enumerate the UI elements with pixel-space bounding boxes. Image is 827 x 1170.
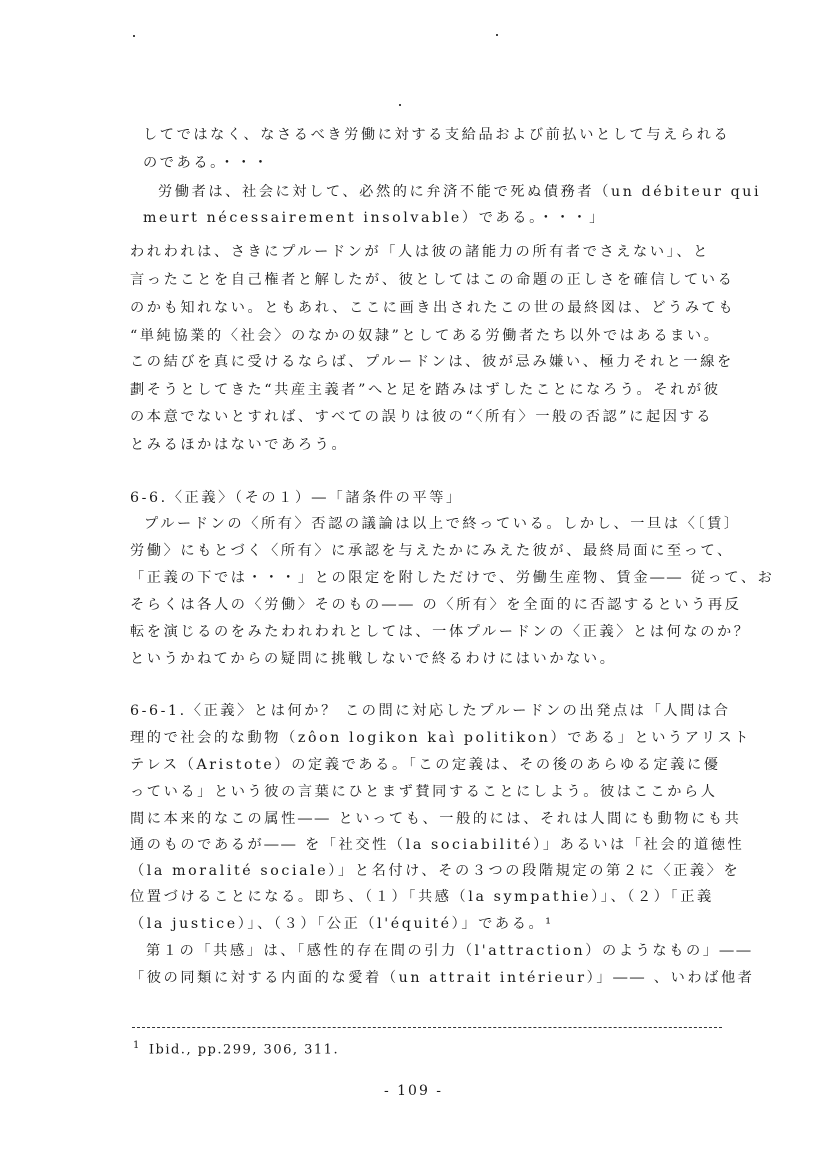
text-line: 「正義の下では・・・」との限定を附しただけで、労働生産物、賃金―― 従って、お (130, 570, 775, 586)
text-line: meurt nécessairement insolvable）である。・・・」 (143, 210, 606, 226)
text-line: テレス（Aristote）の定義である。「この定義は、その後のあらゆる定義に優 (130, 757, 721, 773)
text-line: 位置づけることになる。即ち、（１）「共感（la sympathie）」、（２）「正義 (130, 889, 714, 905)
text-line: （la justice）」、（３）「公正（l'équité）」である。¹ (130, 916, 554, 932)
scan-speck (496, 34, 498, 36)
footnote-divider (132, 1027, 722, 1028)
text-line: 間に本来的なこの属性―― といっても、一般的には、それは人間にも動物にも共 (130, 811, 742, 827)
text-line: 劃そうとしてきた“共産主義者”へと足を踏みはずしたことになろう。それが彼 (130, 382, 721, 398)
footnote-text: Ibid., pp.299, 306, 311. (148, 1042, 340, 1058)
text-line: 言ったことを自己権者と解したが、彼としてはこの命題の正しさを確信している (130, 272, 735, 288)
text-line: 転を演じるのをみたわれわれとしては、一体プルードンの〈正義〉とは何なのか？ (130, 624, 751, 640)
scan-speck (399, 104, 401, 106)
text-line: （la moralité sociale）」と名付け、その３つの段階規定の第２に〈正義〉を (130, 863, 741, 879)
text-line: とみるほかはないであろう。 (130, 437, 349, 453)
text-line: 理的で社会的な動物（zôon logikon kaì politikon）である」というアリスト (130, 730, 752, 746)
text-line: のである。・・・ (143, 155, 271, 171)
text-line: してではなく、なさるべき労働に対する支給品および前払いとして与えられる (143, 127, 731, 143)
footnote (133, 1040, 339, 1057)
text-line: われわれは、さきにプルードンが「人は彼の諸能力の所有者でさえない」、と (130, 244, 710, 260)
text-line: プルードンの〈所有〉否認の議論は以上で終っている。しかし、一旦は〈〔賃〕 (144, 516, 741, 532)
text-line: そらくは各人の〈労働〉そのもの―― の〈所有〉を全面的に否認するという再反 (130, 597, 742, 613)
section-heading: 6-6.〈正義〉（その１）―「諸条件の平等」 (130, 490, 463, 506)
text-line: というかねてからの疑問に挑戦しないで終るわけにはいかない。 (130, 651, 617, 667)
text-line: の本意でないとすれば、すべての誤りは彼の“〈所有〉一般の否認”に起因する (130, 409, 714, 425)
page-number: - 109 - (383, 1083, 444, 1099)
text-line: っている」という彼の言葉にひとまず賛同することにしよう。彼はここから人 (130, 784, 718, 800)
text-line: 労働者は、社会に対して、必然的に弁済不能で死ぬ債務者（un débiteur qui (158, 184, 762, 200)
text-line: 第１の「共感」は、「感性的存在間の引力（l'attraction）のようなもの」―― (146, 943, 754, 959)
footnote-number: 1 (133, 1040, 141, 1051)
text-line: 「彼の同類に対する内面的な愛着（un attrait intérieur）」―― 、いわば他者 (130, 970, 755, 986)
text-line: 通のものであるが―― を「社交性（la sociabilité）」あるいは「社会的道徳性 (130, 837, 745, 853)
scan-speck (133, 35, 135, 37)
text-line: “単純協業的〈社会〉のなかの奴隷”としてある労働者たち以外ではあるまい。 (130, 328, 721, 344)
text-line: のかも知れない。ともあれ、ここに画き出されたこの世の最終図は、どうみても (130, 300, 736, 316)
section-heading: 6-6-1.〈正義〉とは何か？ この問に対応したプルードンの出発点は「人間は合 (130, 703, 731, 719)
text-line: 労働〉にもとづく〈所有〉に承認を与えたかにみえた彼が、最終局面に至って、 (130, 543, 734, 559)
text-line: この結びを真に受けるならば、プルードンは、彼が忌み嫌い、極力それと一線を (130, 354, 734, 370)
